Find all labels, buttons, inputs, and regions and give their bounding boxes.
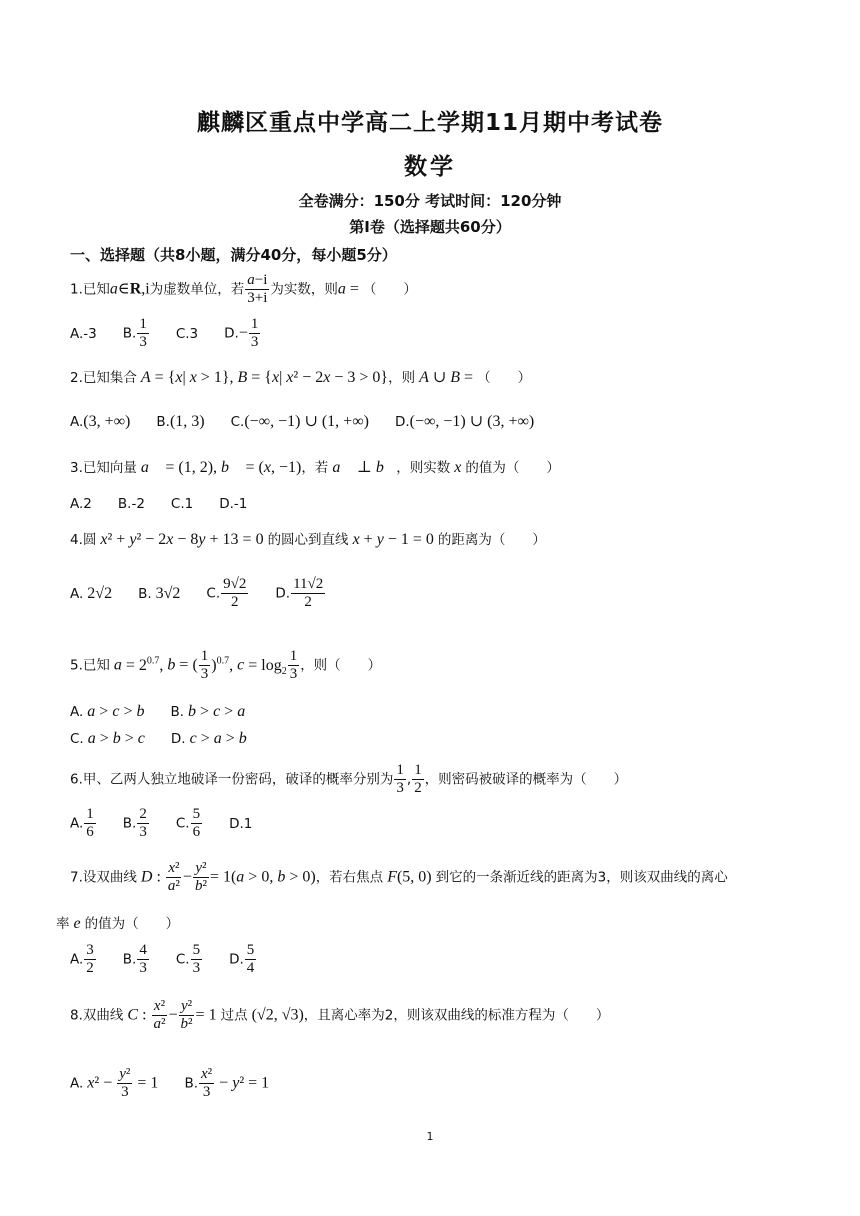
question-4-options: A. 2√2 B. 3√2 C. $\frac{9√2}{2}$ D. $\frac{11√2}{2}$ [70,576,324,610]
part-heading: 第Ⅰ卷（选择题共60分） [349,218,511,236]
question-4: 4.圆 x² + y² − 2x − 8y + 13 = 0 的圆心到直线 x + y − 1 = 0 的距离为（ ） [70,531,546,548]
question-5-options-row1: A. a > c > b B. b > c > a [70,703,246,720]
question-6: 6.甲、乙两人独立地破译一份密码，破译的概率分别为 $\frac{1}{3}$ , $\frac{1}{2}$ ，则密码被破译的概率为（ ） [70,762,628,796]
question-7-line2: 率 e 的值为（ ） [56,915,180,932]
question-3: 3.已知向量 a⃗ = (1, 2), b⃗ = (x, −1)，若 a⃗ ⊥ b⃗，则实数 x 的值为（ ） [70,459,560,476]
question-1: 1.已知a∈R,i为虚数单位，若 $\frac{a-i}{3+i}$ 为实数，则a = （ ） [70,272,417,306]
question-8: 8.双曲线 C : $\frac{\text{x²}}{\text{a²}}$ − $\frac{\text{y²}}{\text{b²}}$ = 1 过点 (√2, √3)，且离心率为2，则该双曲线的标准方程为（ ） [70,998,610,1032]
question-3-options: A.2 B.-2 C.1 D.-1 [70,496,248,512]
question-5: 5.已知 $a = 2^{0.7}$, b = ( $\frac{1}{3}$ )$^{0.7}$, $c = \log_2$ $\frac{1}{3}$ ，则（ ） [70,648,382,682]
exam-subject: 数学 [404,154,456,180]
question-5-options-row2: C. a > b > c D. c > a > b [70,730,247,747]
score-time: 全卷满分：150分 考试时间：120分钟 [298,192,562,210]
page-number: 1 [426,1130,434,1143]
question-6-options: A. $\frac{1}{6}$ B. $\frac{2}{3}$ C. $\frac{5}{6}$ D.1 [70,806,253,840]
question-2-options: A.(3, +∞) B.(1, 3) C.(−∞, −1) ∪ (1, +∞) D.(−∞, −1) ∪ (3, +∞) [70,413,535,430]
question-7-line1: 7.设双曲线 D : $\frac{\text{x²}}{\text{a²}}$ − $\frac{\text{y²}}{\text{b²}}$ = 1(a > 0, b > 0)，若右焦点 F(5, 0) 到它的一条渐近线的距离为3，则该双曲线的离心 [70,860,728,894]
section-heading: 一、选择题（共8小题，满分40分，每小题5分） [70,246,397,264]
exam-title: 麒麟区重点中学高二上学期11月期中考试卷 [196,110,663,136]
question-2: 2.已知集合 A = {x| x > 1}, B = {x| x² − 2x − 3 > 0}，则 A ∪ B = （ ） [70,369,532,386]
question-7-options: A. $\frac{3}{2}$ B. $\frac{4}{3}$ C. $\frac{5}{3}$ D. $\frac{5}{4}$ [70,942,255,976]
question-1-options: A.-3 B. $\frac{1}{3}$ C.3 D.− $\frac{1}{3}$ [70,316,259,350]
question-8-options: A. x² − $\frac{\text{y²}}{3}$ = 1 B. $\frac{\text{x²}}{3}$ − y² = 1 [70,1066,270,1100]
